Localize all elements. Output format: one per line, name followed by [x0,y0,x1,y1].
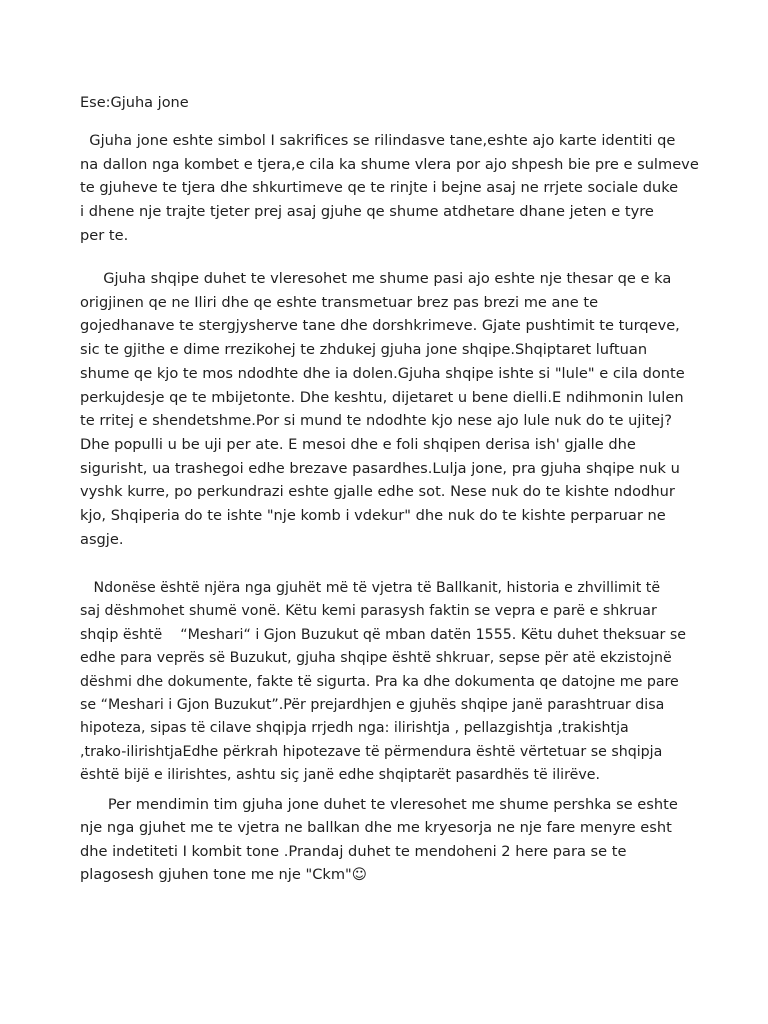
paragraph-line: Ndonëse është njëra nga gjuhët më të vjetra të Ballkanit, historia e zhvillimit të [80,580,661,596]
paragraph-line: kjo, Shqiperia do te ishte "nje komb i vdekur" dhe nuk do te kishte perparuar ne [80,507,666,525]
paragraph-line: është bijë e ilirishtes, ashtu siç janë edhe shqiptarët pasardhës të ilirëve. [80,767,601,784]
paragraph-line: saj dëshmohet shumë vonë. Këtu kemi parasysh faktin se vepra e parë e shkruar [80,603,657,620]
paragraph-line: edhe para veprës së Buzukut, gjuha shqipe është shkruar, sepse për atë ekzistojnë [80,650,672,667]
paragraph-line: shqip është “Meshari“ i Gjon Buzukut që mban datën 1555. Këtu duhet theksuar se [80,626,687,643]
paragraph-line: Per mendimin tim gjuha jone duhet te vleresohet me shume pershka se eshte [80,796,678,813]
paragraph-line: gojedhanave te stergjysherve tane dhe dorshkrimeve. Gjate pushtimit te turqeve, [80,317,680,335]
paragraph-line: Gjuha shqipe duhet te vleresohet me shume pasi ajo eshte nje thesar qe e ka [80,270,672,287]
paragraph-line: te rritej e shendetshme.Por si mund te ndodhte kjo nese ajo lule nuk do te ujitej? [80,412,672,430]
essay-title: Ese:Gjuha jone [80,95,189,111]
paragraph-line: sic te gjithe e dime rrezikohej te zhdukej gjuha jone shqipe.Shqiptaret luftuan [80,341,648,359]
paragraph-line: dëshmi dhe dokumente, fakte të sigurta. Pra ka dhe dokumenta qe datojne me pare [80,673,679,690]
paragraph-line: perkujdesje qe te mbijetonte. Dhe keshtu, dijetaret u bene dielli.E ndihmonin lulen [80,388,684,406]
paragraph-line: Gjuha jone eshte simbol I sakrifices se rilindasve tane,eshte ajo karte identiti qe [80,132,676,149]
paragraph-line: sigurisht, ua trashegoi edhe brezave pasardhes.Lulja jone, pra gjuha shqipe nuk u [80,459,680,477]
paragraph-2 [80,267,720,551]
paragraph-line: asgje. [80,530,124,548]
paragraph-3 [80,577,720,788]
paragraph-line: origjinen qe ne Iliri dhe qe eshte transmetuar brez pas brezi me ane te [80,293,599,311]
paragraph-line: se “Meshari i Gjon Buzukut”.Për prejardhjen e gjuhës shqipe janë parashtruar disa [80,697,665,714]
paragraph-line: Dhe populli u be uji per ate. E mesoi dhe e foli shqipen derisa ish' gjalle dhe [80,435,636,453]
paragraph-line: nje nga gjuhet me te vjetra ne ballkan dhe me kryesorja ne nje fare menyre esht [80,819,672,837]
paragraph-line: ,trako-ilirishtjaEdhe përkrah hipotezave të përmendura është vërtetuar se shqipja [80,743,663,760]
paragraph-line: te gjuheve te tjera dhe shkurtimeve qe te rinjte i bejne asaj ne rrjete sociale duke [80,179,679,197]
paragraph-line: vyshk kurre, po perkundrazi eshte gjalle edhe sot. Nese nuk do te kishte ndodhur [80,483,675,501]
paragraph-4 [80,793,720,887]
paragraph-line: plagosesh gjuhen tone me nje "Ckm"☺ [80,866,367,884]
paragraph-line: hipoteza, sipas të cilave shqipja rrjedh nga: ilirishtja , pellazgishtja ,trakishtja [80,720,629,737]
paragraph-line: shume qe kjo te mos ndodhte dhe ia dolen.Gjuha shqipe ishte si "lule" e cila donte [80,364,685,382]
paragraph-1 [80,129,720,248]
paragraph-line: dhe indetiteti I kombit tone .Prandaj duhet te mendoheni 2 here para se te [80,842,627,860]
paragraph-line: na dallon nga kombet e tjera,e cila ka shume vlera por ajo shpesh bie pre e sulmeve [80,155,699,173]
paragraph-line: per te. [80,226,129,244]
paragraph-line: i dhene nje trajte tjeter prej asaj gjuhe qe shume atdhetare dhane jeten e tyre [80,203,654,221]
